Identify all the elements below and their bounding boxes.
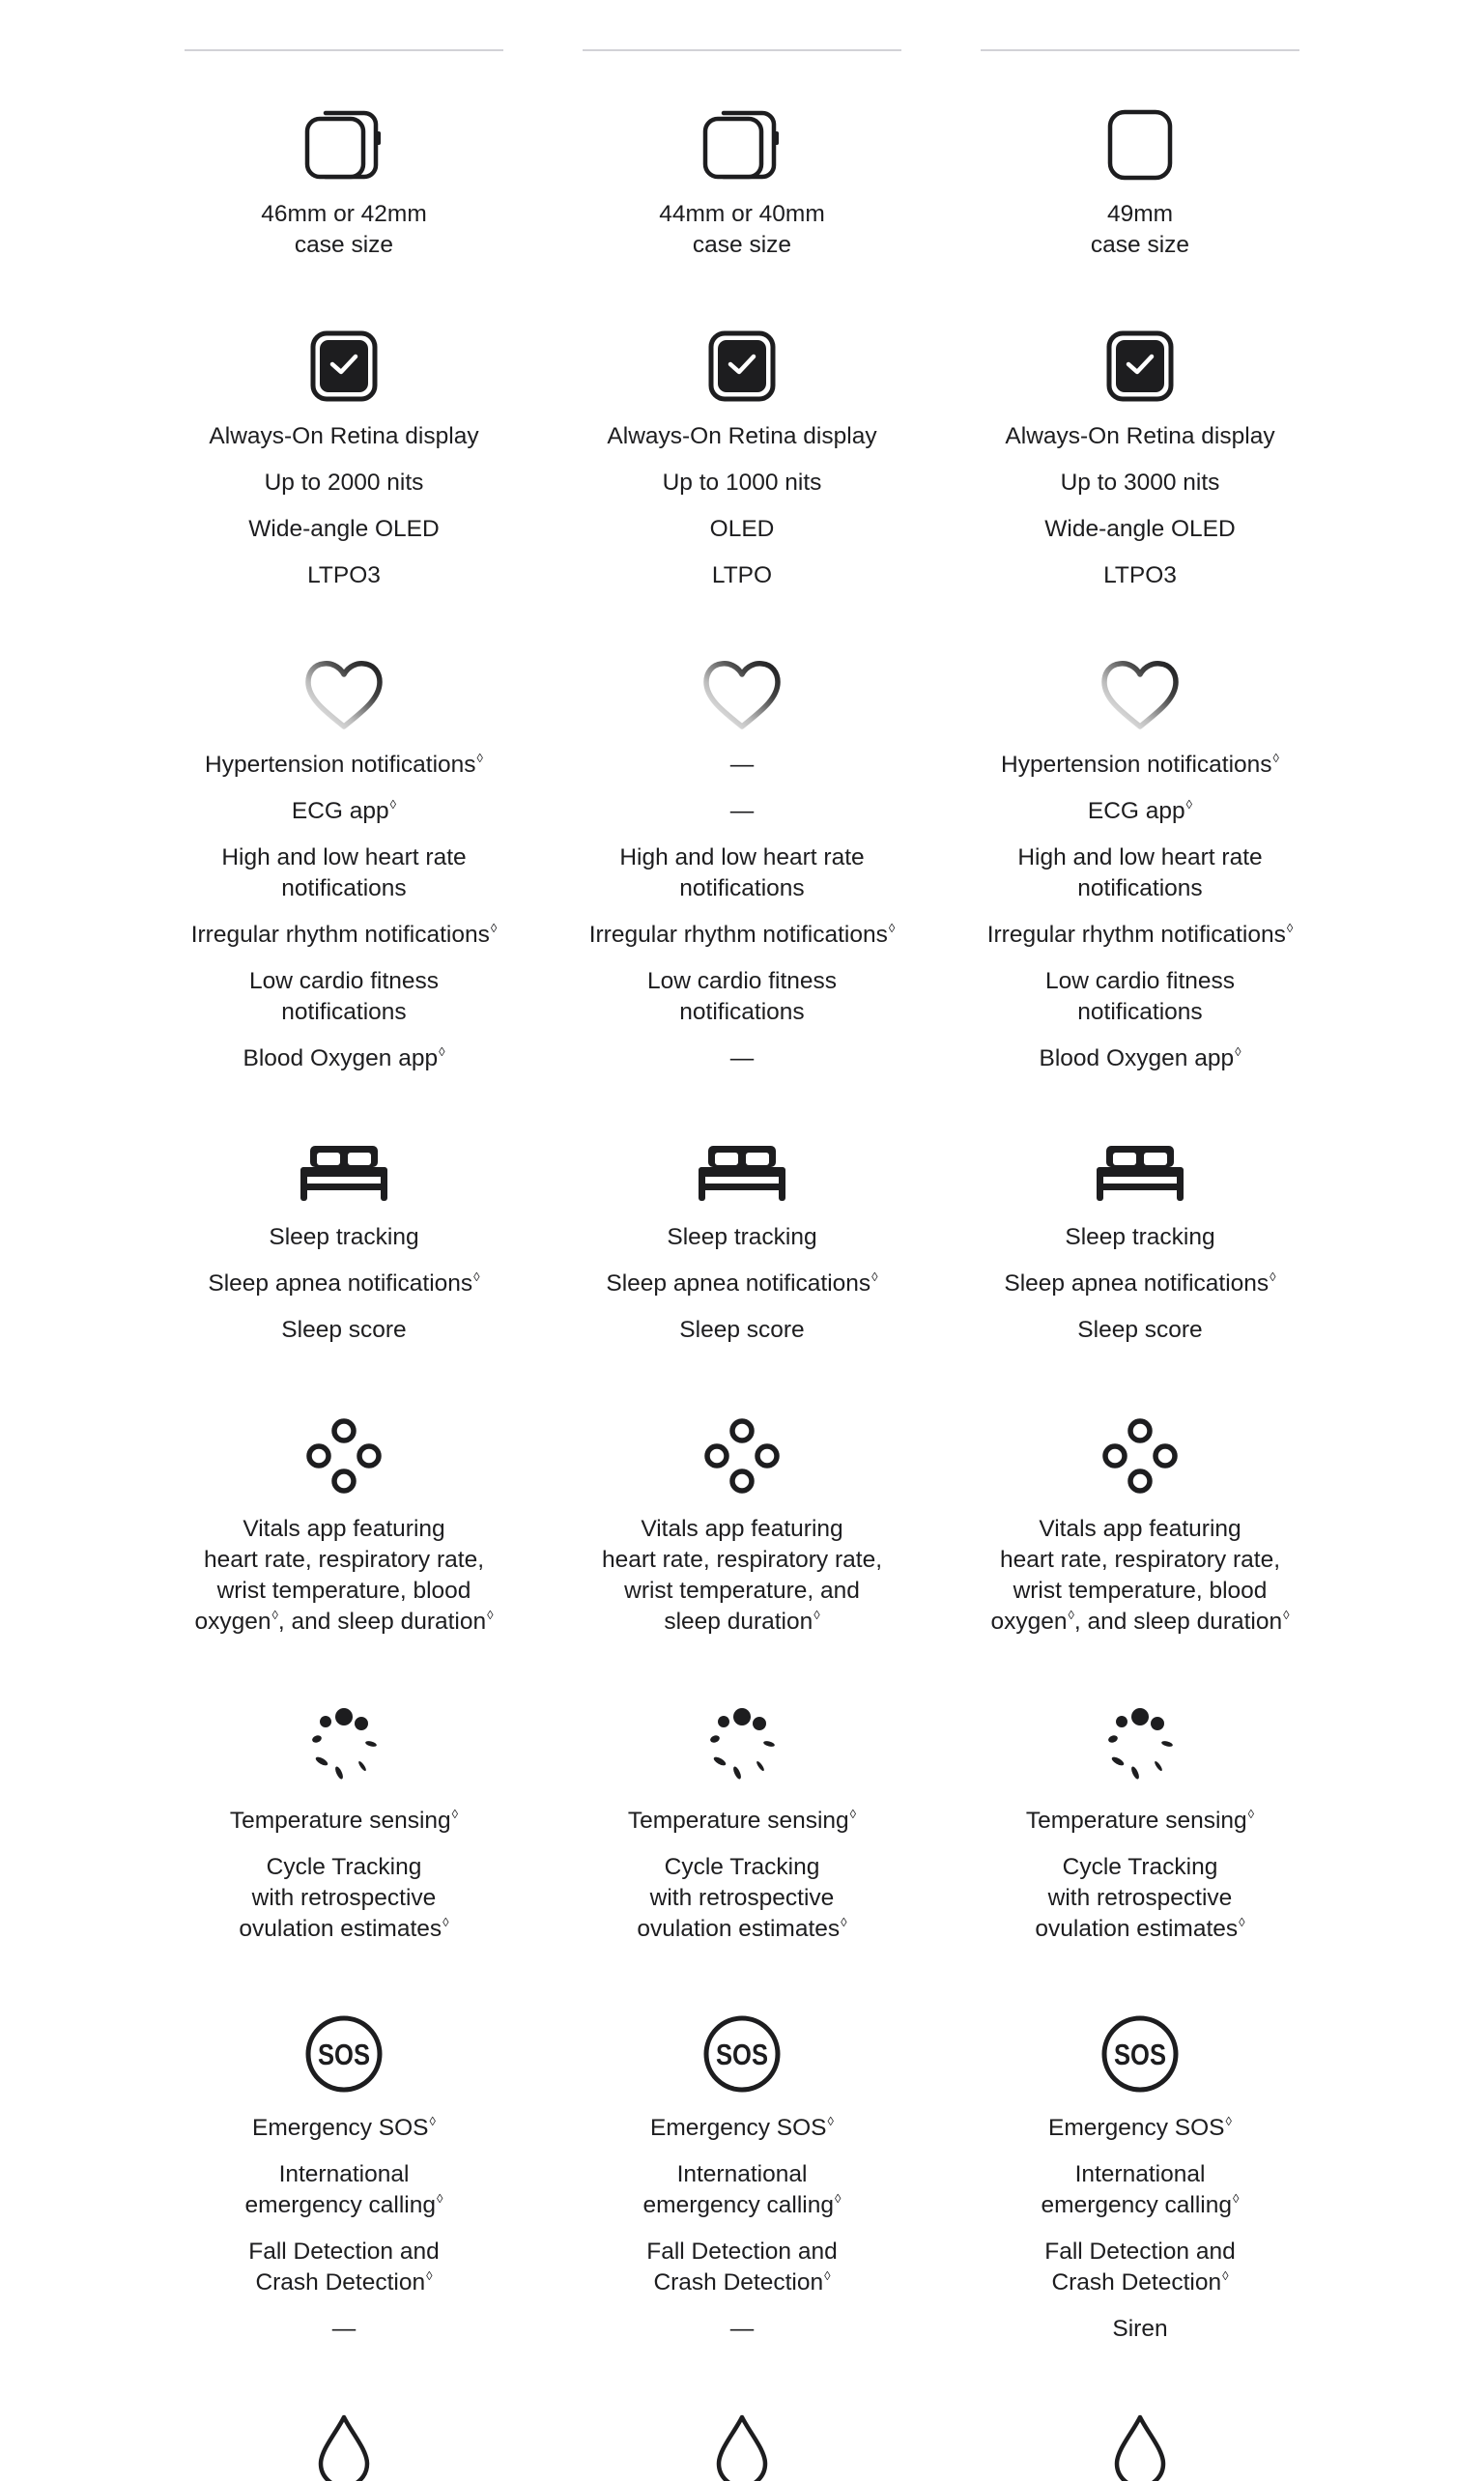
cardio-fitness-notifications: Low cardio fitness notifications	[646, 968, 838, 1025]
case-size-group	[981, 199, 1299, 261]
single-case-size-icon	[1106, 108, 1174, 182]
irregular-rhythm-notifications: Irregular rhythm notifications◊	[588, 921, 896, 948]
display-brightness: Up to 3000 nits	[1060, 470, 1220, 496]
compare-column-1	[185, 0, 503, 2473]
watch-display-icon	[707, 329, 777, 403]
heart-icon	[1100, 659, 1180, 730]
vitals-group	[583, 1514, 901, 1638]
temperature-group	[981, 1806, 1299, 1945]
display-group	[981, 421, 1299, 591]
temperature-sensing-icon	[1100, 1708, 1180, 1787]
display-panel: OLED	[709, 516, 775, 542]
heart-health-group	[185, 750, 503, 1074]
column-divider	[583, 49, 901, 51]
display-ltpo: LTPO3	[307, 562, 381, 588]
blood-oxygen-app: Blood Oxygen app◊	[1039, 1044, 1241, 1071]
bed-icon	[1094, 1143, 1186, 1203]
temperature-sensing-icon	[702, 1708, 782, 1787]
hypertension-notifications: Hypertension notifications◊	[1001, 751, 1279, 778]
display-panel: Wide-angle OLED	[248, 516, 440, 542]
hypertension-notifications: Hypertension notifications◊	[205, 751, 483, 778]
cycle-tracking: Cycle Tracking with retrospective ovulation estimates◊	[239, 1854, 449, 1942]
water-drop-icon	[713, 2413, 771, 2481]
siren: —	[331, 2316, 357, 2342]
emergency-sos: Emergency SOS◊	[252, 2114, 436, 2141]
temperature-group	[583, 1806, 901, 1945]
vitals-app: Vitals app featuring heart rate, respiratory rate, wrist temperature, blood oxygen◊, and sleep duration◊	[194, 1516, 494, 1635]
dual-case-size-icon	[304, 108, 384, 182]
siren: Siren	[1112, 2316, 1168, 2342]
blood-oxygen-app: —	[729, 1045, 755, 1071]
safety-group	[185, 2113, 503, 2345]
case-size-group	[583, 199, 901, 261]
temperature-sensing: Temperature sensing◊	[627, 1807, 857, 1834]
case-size-label: case size	[1090, 232, 1190, 258]
vitals-icon	[304, 1416, 384, 1496]
vitals-icon	[702, 1416, 782, 1496]
sleep-group	[583, 1222, 901, 1346]
heart-icon	[702, 659, 782, 730]
heart-icon	[304, 659, 384, 730]
international-calling: International emergency calling◊	[1041, 2161, 1240, 2218]
heart-health-group	[981, 750, 1299, 1074]
ecg-app: ECG app◊	[1087, 797, 1193, 824]
heart-rate-notifications: High and low heart rate notifications	[1017, 844, 1263, 901]
sleep-score: Sleep score	[679, 1317, 805, 1343]
display-brightness: Up to 2000 nits	[264, 470, 424, 496]
display-type: Always-On Retina display	[607, 423, 877, 449]
display-type: Always-On Retina display	[1005, 423, 1275, 449]
sleep-apnea: Sleep apnea notifications◊	[606, 1269, 878, 1297]
bed-icon	[298, 1143, 390, 1203]
sleep-apnea: Sleep apnea notifications◊	[1004, 1269, 1276, 1297]
heart-health-group	[583, 750, 901, 1074]
cardio-fitness-notifications: Low cardio fitness notifications	[1044, 968, 1236, 1025]
sleep-tracking: Sleep tracking	[1065, 1224, 1215, 1250]
cardio-fitness-notifications: Low cardio fitness notifications	[248, 968, 440, 1025]
fall-crash-detection: Fall Detection and Crash Detection◊	[248, 2239, 440, 2296]
sleep-tracking: Sleep tracking	[667, 1224, 817, 1250]
watch-display-icon	[309, 329, 379, 403]
temperature-group	[185, 1806, 503, 1945]
safety-group	[981, 2113, 1299, 2345]
vitals-icon	[1100, 1416, 1180, 1496]
svg-text:SOS: SOS	[1114, 2038, 1166, 2071]
display-group	[185, 421, 503, 591]
vitals-group	[981, 1514, 1299, 1638]
international-calling: International emergency calling◊	[642, 2161, 842, 2218]
siren: —	[729, 2316, 755, 2342]
hypertension-notifications: —	[729, 752, 755, 778]
ecg-app: —	[729, 798, 755, 824]
sleep-score: Sleep score	[281, 1317, 407, 1343]
sos-icon	[1100, 2014, 1180, 2094]
blood-oxygen-app: Blood Oxygen app◊	[243, 1044, 445, 1071]
case-size-value: 46mm or 42mm	[261, 201, 427, 227]
sleep-group	[981, 1222, 1299, 1346]
case-size-group	[185, 199, 503, 261]
dual-case-size-icon	[702, 108, 782, 182]
display-type: Always-On Retina display	[209, 423, 479, 449]
display-panel: Wide-angle OLED	[1044, 516, 1236, 542]
case-size-label: case size	[692, 232, 792, 258]
heart-rate-notifications: High and low heart rate notifications	[619, 844, 865, 901]
cycle-tracking: Cycle Tracking with retrospective ovulation estimates◊	[637, 1854, 847, 1942]
irregular-rhythm-notifications: Irregular rhythm notifications◊	[190, 921, 498, 948]
display-brightness: Up to 1000 nits	[662, 470, 822, 496]
irregular-rhythm-notifications: Irregular rhythm notifications◊	[986, 921, 1294, 948]
sleep-apnea: Sleep apnea notifications◊	[208, 1269, 480, 1297]
sleep-group	[185, 1222, 503, 1346]
compare-column-3	[981, 0, 1299, 2473]
sleep-score: Sleep score	[1077, 1317, 1203, 1343]
svg-text:SOS: SOS	[318, 2038, 370, 2071]
temperature-sensing: Temperature sensing◊	[229, 1807, 459, 1834]
emergency-sos: Emergency SOS◊	[650, 2114, 834, 2141]
case-size-value: 44mm or 40mm	[659, 201, 825, 227]
water-drop-icon	[315, 2413, 373, 2481]
water-drop-icon	[1111, 2413, 1169, 2481]
column-divider	[185, 49, 503, 51]
vitals-group	[185, 1514, 503, 1638]
display-ltpo: LTPO3	[1103, 562, 1177, 588]
display-group	[583, 421, 901, 591]
column-divider	[981, 49, 1299, 51]
watch-display-icon	[1105, 329, 1175, 403]
cycle-tracking: Cycle Tracking with retrospective ovulation estimates◊	[1035, 1854, 1245, 1942]
sos-icon	[702, 2014, 782, 2094]
vitals-app: Vitals app featuring heart rate, respiratory rate, wrist temperature, blood oxygen◊, and sleep duration◊	[990, 1516, 1290, 1635]
temperature-sensing: Temperature sensing◊	[1025, 1807, 1255, 1834]
bed-icon	[696, 1143, 788, 1203]
emergency-sos: Emergency SOS◊	[1048, 2114, 1232, 2141]
sos-icon	[304, 2014, 384, 2094]
safety-group	[583, 2113, 901, 2345]
fall-crash-detection: Fall Detection and Crash Detection◊	[646, 2239, 838, 2296]
case-size-value: 49mm	[1106, 201, 1174, 227]
case-size-label: case size	[294, 232, 394, 258]
temperature-sensing-icon	[304, 1708, 384, 1787]
vitals-app: Vitals app featuring heart rate, respiratory rate, wrist temperature, and sleep duration◊	[601, 1516, 883, 1635]
international-calling: International emergency calling◊	[244, 2161, 443, 2218]
fall-crash-detection: Fall Detection and Crash Detection◊	[1044, 2239, 1236, 2296]
compare-column-2	[583, 0, 901, 2473]
svg-text:SOS: SOS	[716, 2038, 768, 2071]
sleep-tracking: Sleep tracking	[269, 1224, 419, 1250]
ecg-app: ECG app◊	[291, 797, 397, 824]
heart-rate-notifications: High and low heart rate notifications	[221, 844, 467, 901]
display-ltpo: LTPO	[711, 562, 773, 588]
